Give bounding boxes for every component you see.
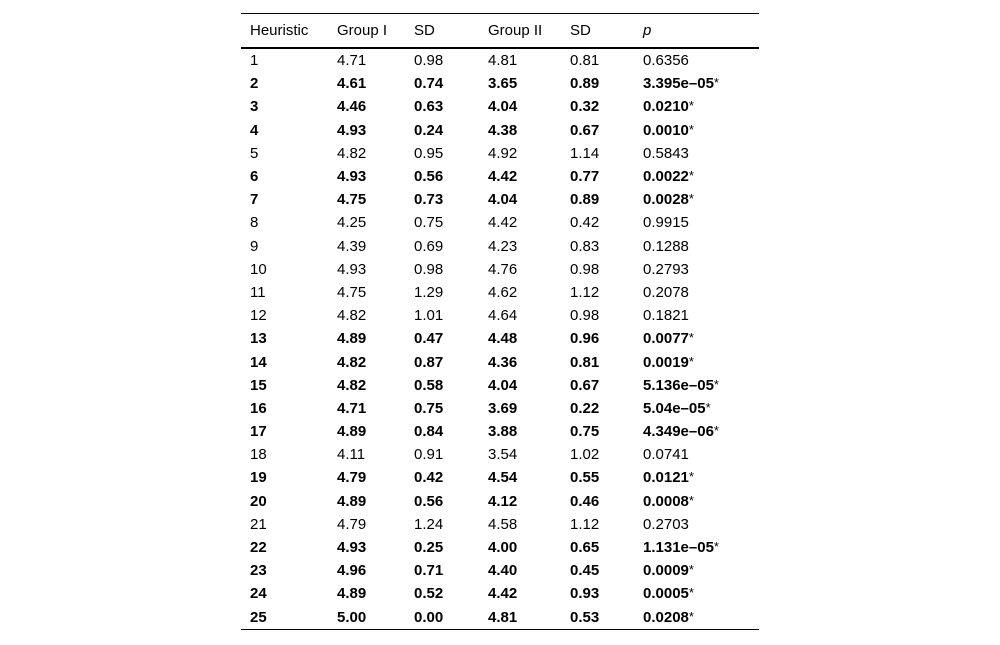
cell-group1-mean: 4.71: [337, 399, 367, 417]
cell-group2-mean: 4.76: [488, 260, 518, 278]
table-row: [241, 397, 759, 420]
cell-group2-sd: 1.12: [570, 283, 600, 301]
cell-p-value: [634, 582, 759, 605]
cell-group1-sd: 0.71: [414, 562, 444, 580]
cell-group2-sd: 0.46: [570, 492, 600, 510]
cell-group1-sd: 0.42: [414, 469, 444, 487]
cell-group2-sd: 0.53: [570, 608, 600, 626]
cell-heuristic: 19: [250, 469, 267, 487]
table-row: [241, 327, 759, 350]
significance-asterisk: *: [688, 562, 694, 578]
table-row: [241, 119, 759, 142]
significance-asterisk: *: [688, 608, 694, 624]
cell-p-value: [634, 559, 759, 582]
cell-p-value: [634, 327, 759, 350]
significance-asterisk: *: [688, 492, 694, 508]
cell-group2-sd: 0.89: [570, 191, 600, 209]
cell-heuristic: 22: [250, 539, 267, 557]
cell-group2-mean: 4.00: [488, 539, 518, 557]
cell-group2-mean: 4.12: [488, 492, 518, 510]
cell-group2-sd: 0.96: [570, 330, 600, 348]
table-row: [241, 606, 759, 630]
p-value-text: 0.2078: [643, 283, 689, 301]
cell-heuristic: 24: [250, 585, 267, 603]
p-value-text: 0.0022: [643, 168, 689, 186]
cell-group1-mean: 4.89: [337, 423, 367, 441]
table-header: [241, 14, 759, 49]
cell-group1-sd: 0.73: [414, 191, 444, 209]
cell-p-value: [634, 606, 759, 630]
cell-group1-mean: 4.79: [337, 469, 367, 487]
heuristics-significance-table: [241, 13, 759, 630]
cell-group2-mean: 4.38: [488, 121, 518, 139]
significance-asterisk: *: [688, 121, 694, 137]
cell-heuristic: 18: [250, 446, 267, 464]
cell-group2-sd: 0.67: [570, 121, 600, 139]
cell-group1-mean: 4.89: [337, 330, 367, 348]
table-row: [241, 536, 759, 559]
cell-p-value: [634, 281, 759, 304]
cell-group2-mean: 3.69: [488, 399, 518, 417]
cell-heuristic: 21: [250, 515, 267, 533]
cell-group2-sd: 0.67: [570, 376, 600, 394]
table-body: [241, 48, 759, 629]
cell-group1-mean: 4.39: [337, 237, 367, 255]
document-page: [0, 13, 1000, 645]
cell-group1-mean: 4.93: [337, 168, 367, 186]
cell-group1-mean: 4.79: [337, 515, 367, 533]
cell-group1-mean: 5.00: [337, 608, 367, 626]
cell-p-value: [634, 536, 759, 559]
cell-heuristic: 1: [250, 52, 259, 70]
cell-group1-sd: 0.98: [414, 52, 444, 70]
table-row: [241, 374, 759, 397]
cell-group2-sd: 1.02: [570, 446, 600, 464]
cell-heuristic: 8: [250, 214, 259, 232]
p-value-text: 5.04e–05: [643, 399, 706, 417]
cell-group2-sd: 0.93: [570, 585, 600, 603]
cell-group1-mean: 4.46: [337, 98, 367, 116]
cell-group2-mean: 3.65: [488, 75, 518, 93]
cell-group1-sd: 0.84: [414, 423, 444, 441]
cell-group2-sd: 0.83: [570, 237, 600, 255]
table-row: [241, 235, 759, 258]
p-value-text: 0.0005: [643, 585, 689, 603]
cell-group1-sd: 0.98: [414, 260, 444, 278]
table-row: [241, 466, 759, 489]
column-header-group1-mean: Group I: [328, 14, 405, 49]
cell-group1-mean: 4.75: [337, 283, 367, 301]
cell-heuristic: 4: [250, 121, 259, 139]
cell-p-value: [634, 211, 759, 234]
cell-heuristic: 10: [250, 260, 267, 278]
p-value-text: 0.9915: [643, 214, 689, 232]
cell-heuristic: 15: [250, 376, 267, 394]
table-row: [241, 420, 759, 443]
column-header-heuristic: Heuristic: [241, 14, 328, 49]
cell-group2-sd: 0.75: [570, 423, 600, 441]
cell-group1-sd: 0.69: [414, 237, 444, 255]
cell-group1-sd: 0.63: [414, 98, 444, 116]
significance-asterisk: *: [713, 539, 719, 555]
p-value-text: 0.2703: [643, 515, 689, 533]
cell-group1-mean: 4.93: [337, 121, 367, 139]
p-value-text: 1.131e–05: [643, 539, 714, 557]
table-row: [241, 48, 759, 72]
significance-asterisk: *: [688, 585, 694, 601]
cell-p-value: [634, 95, 759, 118]
cell-group2-mean: 4.04: [488, 98, 518, 116]
p-value-text: 5.136e–05: [643, 376, 714, 394]
cell-group1-sd: 0.58: [414, 376, 444, 394]
cell-heuristic: 13: [250, 330, 267, 348]
cell-group1-sd: 0.74: [414, 75, 444, 93]
cell-group2-mean: 4.23: [488, 237, 518, 255]
cell-group1-mean: 4.96: [337, 562, 367, 580]
significance-asterisk: *: [688, 191, 694, 207]
p-value-text: 0.0028: [643, 191, 689, 209]
cell-group2-sd: 0.98: [570, 307, 600, 325]
cell-group1-sd: 1.24: [414, 515, 444, 533]
cell-heuristic: 6: [250, 168, 259, 186]
cell-heuristic: 25: [250, 608, 267, 626]
cell-group2-mean: 4.58: [488, 515, 518, 533]
cell-group1-mean: 4.71: [337, 52, 367, 70]
column-header-p-value: p: [634, 14, 759, 49]
cell-p-value: [634, 188, 759, 211]
cell-heuristic: 23: [250, 562, 267, 580]
p-value-text: 0.1821: [643, 307, 689, 325]
significance-asterisk: *: [688, 353, 694, 369]
cell-group2-mean: 4.04: [488, 191, 518, 209]
cell-group2-mean: 4.42: [488, 585, 518, 603]
cell-group1-sd: 0.87: [414, 353, 444, 371]
table-row: [241, 443, 759, 466]
cell-group1-mean: 4.82: [337, 144, 367, 162]
cell-p-value: [634, 48, 759, 72]
cell-group1-mean: 4.89: [337, 585, 367, 603]
cell-group2-mean: 4.04: [488, 376, 518, 394]
table-row: [241, 95, 759, 118]
cell-heuristic: 7: [250, 191, 259, 209]
header-row: [241, 14, 759, 49]
column-header-group2-sd: SD: [561, 14, 634, 49]
cell-group1-sd: 0.25: [414, 539, 444, 557]
cell-group1-mean: 4.82: [337, 353, 367, 371]
cell-group1-mean: 4.93: [337, 260, 367, 278]
cell-p-value: [634, 350, 759, 373]
table-row: [241, 211, 759, 234]
cell-group2-sd: 0.77: [570, 168, 600, 186]
significance-asterisk: *: [688, 469, 694, 485]
cell-group1-mean: 4.82: [337, 307, 367, 325]
p-value-text: 0.0208: [643, 608, 689, 626]
cell-group2-sd: 0.81: [570, 353, 600, 371]
p-value-text: 0.2793: [643, 260, 689, 278]
cell-heuristic: 3: [250, 98, 259, 116]
cell-group1-mean: 4.93: [337, 539, 367, 557]
cell-group1-sd: 1.01: [414, 307, 444, 325]
cell-group2-sd: 0.32: [570, 98, 600, 116]
table-row: [241, 350, 759, 373]
cell-group2-sd: 0.55: [570, 469, 600, 487]
cell-group2-sd: 1.12: [570, 515, 600, 533]
cell-group1-sd: 0.95: [414, 144, 444, 162]
cell-group2-sd: 0.89: [570, 75, 600, 93]
cell-group2-mean: 4.81: [488, 52, 518, 70]
p-value-text: 0.0010: [643, 121, 689, 139]
table-row: [241, 165, 759, 188]
cell-group2-mean: 3.54: [488, 446, 518, 464]
cell-group2-mean: 4.92: [488, 144, 518, 162]
cell-group2-mean: 4.40: [488, 562, 518, 580]
cell-group1-sd: 0.56: [414, 492, 444, 510]
p-value-text: 0.1288: [643, 237, 689, 255]
cell-group2-mean: 3.88: [488, 423, 518, 441]
cell-group2-sd: 1.14: [570, 144, 600, 162]
table-row: [241, 142, 759, 165]
cell-heuristic: 17: [250, 423, 267, 441]
significance-asterisk: *: [688, 168, 694, 184]
table-row: [241, 72, 759, 95]
cell-group1-sd: 0.47: [414, 330, 444, 348]
cell-group1-sd: 0.52: [414, 585, 444, 603]
cell-group2-mean: 4.36: [488, 353, 518, 371]
cell-group1-mean: 4.75: [337, 191, 367, 209]
p-value-text: 0.0009: [643, 562, 689, 580]
cell-p-value: [634, 466, 759, 489]
cell-heuristic: 20: [250, 492, 267, 510]
table-row: [241, 582, 759, 605]
cell-group1-sd: 0.75: [414, 399, 444, 417]
significance-asterisk: *: [705, 399, 711, 415]
cell-group2-mean: 4.48: [488, 330, 518, 348]
cell-group1-mean: 4.25: [337, 214, 367, 232]
cell-group2-sd: 0.45: [570, 562, 600, 580]
table-row: [241, 513, 759, 536]
cell-group2-sd: 0.22: [570, 399, 600, 417]
cell-p-value: [634, 490, 759, 513]
cell-group1-mean: 4.11: [337, 446, 366, 464]
cell-group2-mean: 4.81: [488, 608, 518, 626]
cell-group1-mean: 4.61: [337, 75, 367, 93]
significance-asterisk: *: [713, 75, 719, 91]
cell-group1-sd: 0.91: [414, 446, 444, 464]
cell-group1-sd: 1.29: [414, 283, 444, 301]
cell-p-value: [634, 165, 759, 188]
table-row: [241, 304, 759, 327]
cell-group2-mean: 4.64: [488, 307, 518, 325]
cell-group1-mean: 4.82: [337, 376, 367, 394]
significance-asterisk: *: [688, 330, 694, 346]
cell-heuristic: 9: [250, 237, 259, 255]
table-row: [241, 490, 759, 513]
p-value-text: 0.0019: [643, 353, 689, 371]
cell-group2-sd: 0.98: [570, 260, 600, 278]
cell-group2-sd: 0.42: [570, 214, 600, 232]
cell-group2-mean: 4.62: [488, 283, 518, 301]
table-row: [241, 281, 759, 304]
p-value-text: 0.0210: [643, 98, 689, 116]
cell-group2-sd: 0.81: [570, 52, 600, 70]
significance-asterisk: *: [713, 376, 719, 392]
column-header-group1-sd: SD: [405, 14, 479, 49]
cell-p-value: [634, 235, 759, 258]
cell-group1-sd: 0.24: [414, 121, 444, 139]
cell-p-value: [634, 443, 759, 466]
p-value-text: 0.0008: [643, 492, 689, 510]
cell-p-value: [634, 513, 759, 536]
significance-asterisk: *: [713, 423, 719, 439]
p-value-text: 0.0077: [643, 330, 689, 348]
p-value-text: 4.349e–06: [643, 423, 714, 441]
cell-group1-sd: 0.56: [414, 168, 444, 186]
cell-p-value: [634, 142, 759, 165]
cell-p-value: [634, 374, 759, 397]
p-value-text: 0.6356: [643, 52, 689, 70]
cell-p-value: [634, 119, 759, 142]
cell-heuristic: 16: [250, 399, 267, 417]
cell-p-value: [634, 72, 759, 95]
cell-group1-sd: 0.00: [414, 608, 444, 626]
cell-group2-mean: 4.54: [488, 469, 518, 487]
cell-p-value: [634, 304, 759, 327]
table-row: [241, 258, 759, 281]
cell-group2-mean: 4.42: [488, 168, 518, 186]
p-value-text: 3.395e–05: [643, 75, 714, 93]
p-value-text: 0.0121: [643, 469, 689, 487]
cell-heuristic: 14: [250, 353, 267, 371]
cell-group1-sd: 0.75: [414, 214, 444, 232]
table-row: [241, 559, 759, 582]
cell-group1-mean: 4.89: [337, 492, 367, 510]
column-header-group2-mean: Group II: [479, 14, 561, 49]
p-value-text: 0.0741: [643, 446, 689, 464]
cell-group2-mean: 4.42: [488, 214, 518, 232]
cell-heuristic: 12: [250, 307, 267, 325]
cell-p-value: [634, 258, 759, 281]
p-value-text: 0.5843: [643, 144, 689, 162]
cell-heuristic: 11: [250, 283, 266, 301]
cell-heuristic: 2: [250, 75, 259, 93]
cell-group2-sd: 0.65: [570, 539, 600, 557]
table-row: [241, 188, 759, 211]
cell-heuristic: 5: [250, 144, 259, 162]
cell-p-value: [634, 420, 759, 443]
significance-asterisk: *: [688, 98, 694, 114]
cell-p-value: [634, 397, 759, 420]
